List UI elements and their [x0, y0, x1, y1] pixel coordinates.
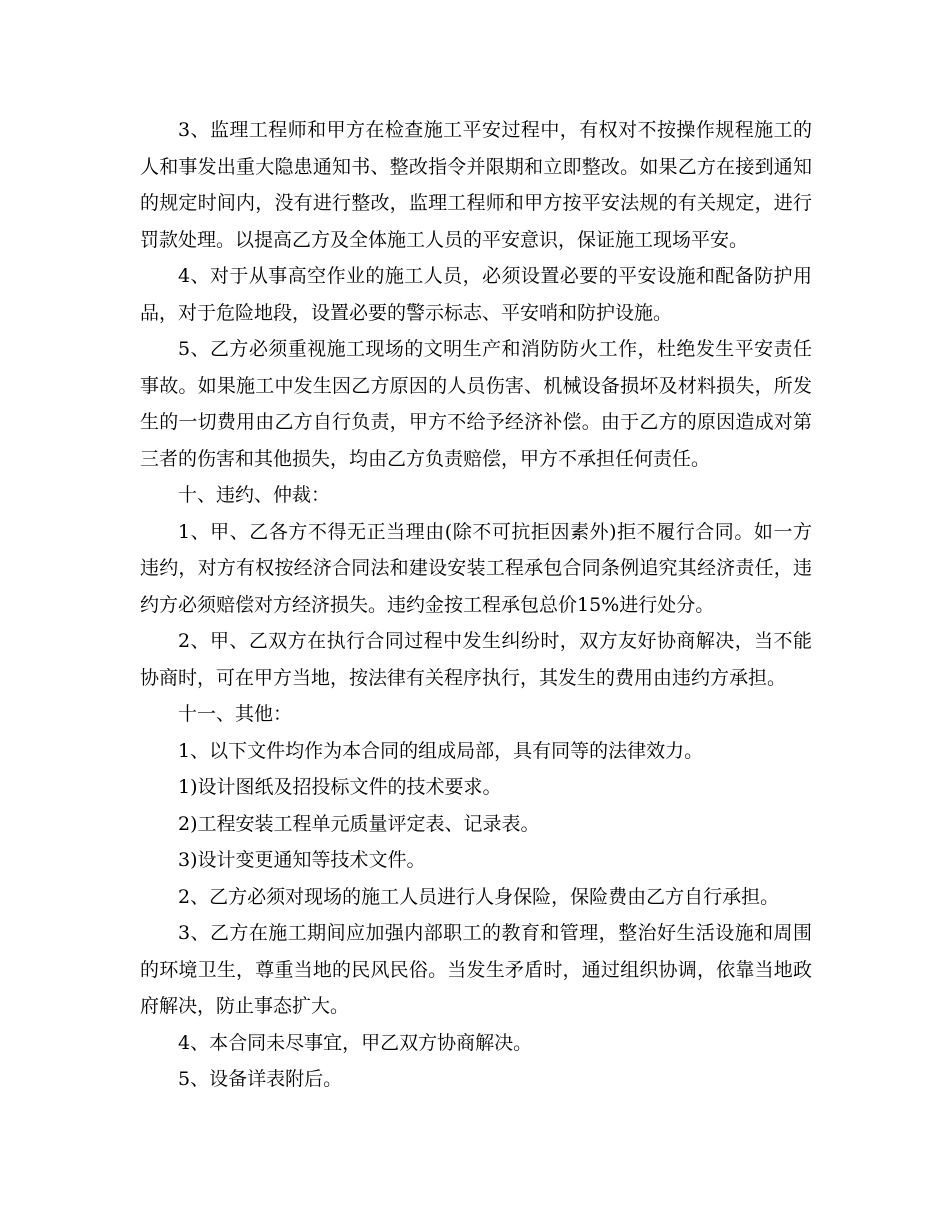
paragraph-staff-management: 3、乙方在施工期间应加强内部职工的教育和管理，整治好生活设施和周围的环境卫生，尊重当地的民风民俗。当发生矛盾时，通过组织协调，依靠当地政府解决，防止事态扩大。 [140, 922, 812, 1017]
paragraph-unresolved-matters: 4、本合同未尽事宜，甲乙双方协商解决。 [178, 1031, 533, 1054]
list-item-design-changes: 3)设计变更通知等技术文件。 [178, 849, 426, 871]
paragraph-personal-insurance: 2、乙方必须对现场的施工人员进行人身保险，保险费由乙方自行承担。 [178, 885, 780, 908]
section-heading-breach-arbitration: 十、违约、仲裁： [178, 484, 331, 506]
paragraph-high-altitude-work: 4、对于从事高空作业的施工人员，必须设置必要的平安设施和配备防护用品，对于危险地段，设置必要的警示标志、平安哨和防护设施。 [140, 265, 812, 324]
paragraph-dispute-resolution: 2、甲、乙双方在执行合同过程中发生纠纷时，双方友好协商解决，当不能协商时，可在甲方当地，按法律有关程序执行，其发生的费用由违约方承担。 [140, 630, 812, 689]
list-item-quality-forms: 2)工程安装工程单元质量评定表、记录表。 [178, 812, 540, 835]
paragraph-contract-documents: 1、以下文件均作为本合同的组成局部，具有同等的法律效力。 [178, 739, 704, 762]
section-heading-other: 十一、其他： [178, 703, 293, 725]
paragraph-safety-inspection: 3、监理工程师和甲方在检查施工平安过程中，有权对不按操作规程施工的人和事发出重大隐患通知书、整改指令并限期和立即整改。如果乙方在接到通知的规定时间内，没有进行整改，监理工程师和甲方按平安法规的有关规定，进行罚款处理。以提高乙方及全体施工人员的平安意识，保证施工现场平安。 [140, 119, 812, 251]
document-body [140, 112, 812, 1098]
list-item-design-drawings: 1)设计图纸及招投标文件的技术要求。 [178, 776, 502, 798]
paragraph-civilized-production: 5、乙方必须重视施工现场的文明生产和消防防火工作，杜绝发生平安责任事故。如果施工中发生因乙方原因的人员伤害、机械设备损坏及材料损失，所发生的一切费用由乙方自行负责，甲方不给予经济补偿。由于乙方的原因造成对第三者的伤害和其他损失，均由乙方负责赔偿，甲方不承担任何责任。 [140, 338, 812, 470]
paragraph-equipment-list: 5、设备详表附后。 [178, 1068, 343, 1090]
paragraph-breach-liability: 1、甲、乙各方不得无正当理由(除不可抗拒因素外)拒不履行合同。如一方违约，对方有权按经济合同法和建设安装工程承包合同条例追究其经济责任，违约方必须赔偿对方经济损失。违约金按工程承包总价15%进行处分。 [140, 520, 812, 616]
